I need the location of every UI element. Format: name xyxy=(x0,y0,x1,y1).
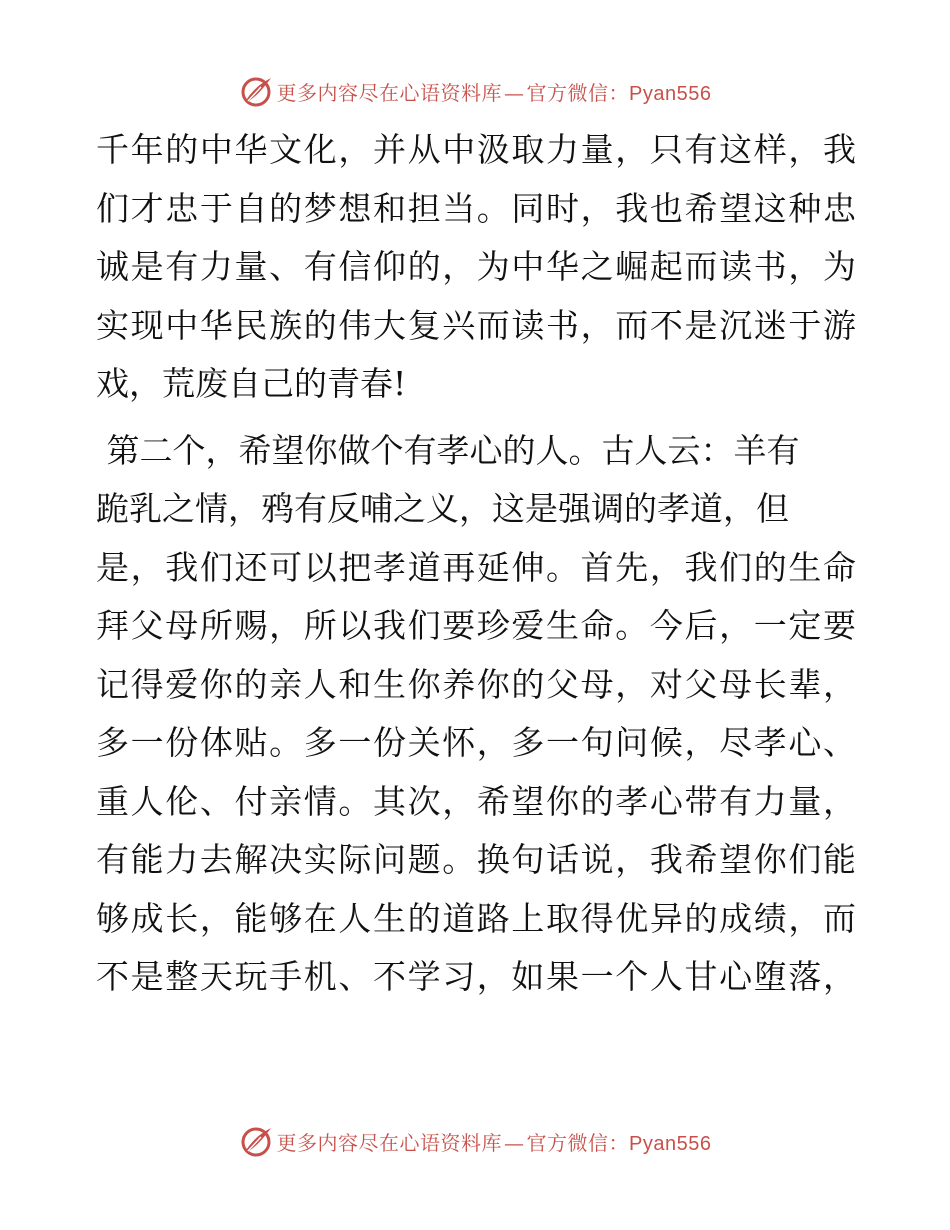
header-separator: — xyxy=(504,80,525,105)
text-line: 们才忠于自的梦想和担当。同时，我也希望这种忠 xyxy=(96,188,856,228)
text-line: 拜父母所赐，所以我们要珍爱生命。今后，一定要 xyxy=(96,606,856,645)
text-line: 跪乳之情，鸦有反哺之义，这是强调的孝道，但 xyxy=(96,489,789,528)
text-line: 多一份体贴。多一份关怀，多一句问候，尽孝心、 xyxy=(96,723,856,762)
quill-circle-icon xyxy=(239,1124,273,1158)
text-line: 千年的中华文化，并从中汲取力量，只有这样，我 xyxy=(96,130,856,169)
header-wechat-label: 官方微信： xyxy=(526,80,630,105)
text-line: 第二个，希望你做个有孝心的人。古人云：羊有 xyxy=(96,430,800,470)
text-line: 不是整天玩手机、不学习，如果一个人甘心堕落， xyxy=(96,957,856,996)
text-line: 诚是有力量、有信仰的，为中华之崛起而读书，为 xyxy=(96,247,856,286)
footer-text xyxy=(277,1127,712,1156)
text-line: 重人伦、付亲情。其次，希望你的孝心带有力量， xyxy=(96,781,856,821)
header-wechat-handle: Pyan556 xyxy=(629,82,712,105)
footer-wechat-label: 官方微信： xyxy=(526,1130,630,1155)
header-text xyxy=(277,77,712,106)
text-line: 记得爱你的亲人和生你养你的父母，对父母长辈， xyxy=(96,664,856,704)
text-line: 够成长，能够在人生的道路上取得优异的成绩，而 xyxy=(96,898,856,938)
footer-site-text: 更多内容尽在心语资料库 xyxy=(276,1130,503,1155)
footer-wechat-handle: Pyan556 xyxy=(629,1132,712,1155)
text-line: 有能力去解决实际问题。换句话说，我希望你们能 xyxy=(96,840,856,879)
paragraph-gap xyxy=(96,414,856,422)
footer-banner xyxy=(0,1121,950,1161)
text-line: 戏，荒废自己的青春! xyxy=(96,364,407,403)
text-line: 是，我们还可以把孝道再延伸。首先，我们的生命 xyxy=(96,547,856,587)
header-site-text: 更多内容尽在心语资料库 xyxy=(276,80,503,105)
document-body xyxy=(96,121,856,1007)
paragraph xyxy=(96,422,856,1007)
footer-separator: — xyxy=(504,1130,525,1155)
quill-circle-icon xyxy=(239,74,273,108)
header-banner xyxy=(0,71,950,111)
text-line: 实现中华民族的伟大复兴而读书，而不是沉迷于游 xyxy=(96,305,856,345)
paragraph xyxy=(96,121,856,414)
